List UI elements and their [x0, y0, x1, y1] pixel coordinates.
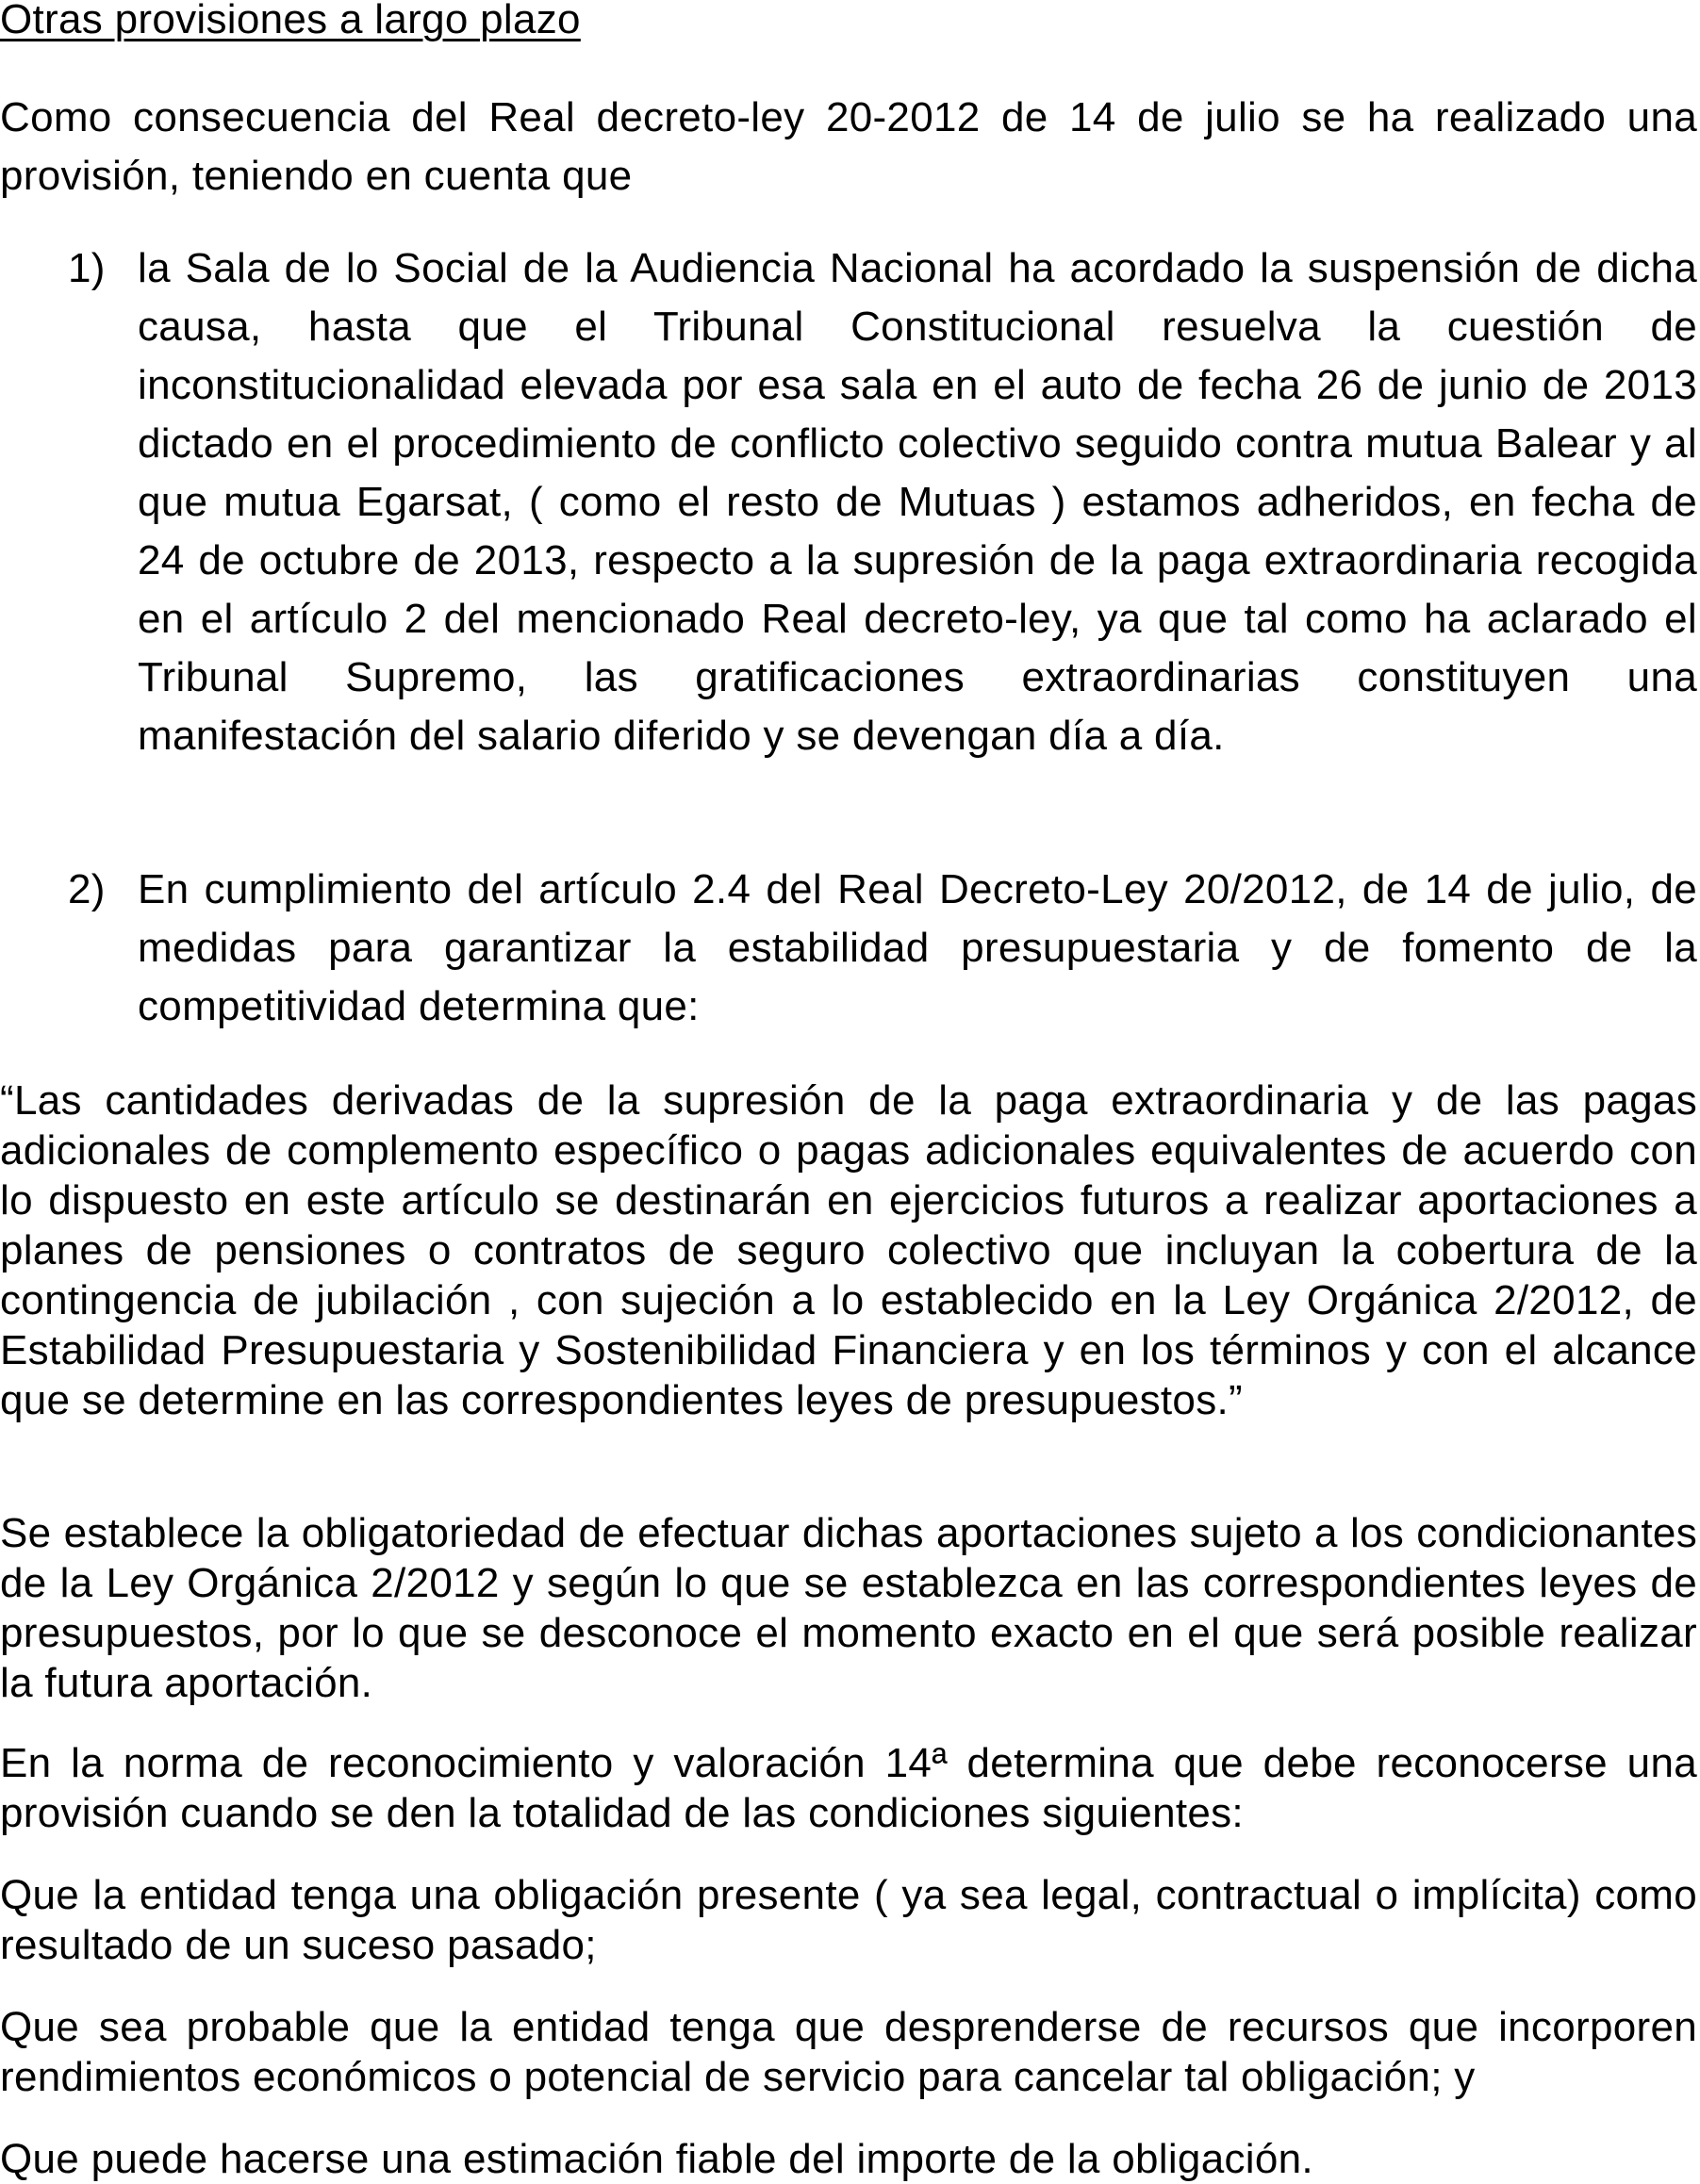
item-number: 2)	[68, 866, 106, 912]
body-paragraph-1: Se establece la obligatoriedad de efectuar dichas aportaciones sujeto a los condicionantes de la Ley Orgánica 2/2012 y según lo que se establezca en las correspondientes leyes de presupuestos, por lo que se desconoce el momento exacto en el que será posible realizar la futura aportación.	[0, 1510, 1697, 1706]
section-title: Otras provisiones a largo plazo	[0, 0, 581, 42]
condition-paragraph-3: Que puede hacerse una estimación fiable del importe de la obligación.	[0, 2136, 1313, 2182]
item-text: En cumplimiento del artículo 2.4 del Real Decreto-Ley 20/2012, de 14 de julio, de medidas para garantizar la estabilidad presupuestaria y de fomento de la competitividad determina que:	[138, 866, 1697, 1029]
body-paragraph-2: En la norma de reconocimiento y valoración 14ª determina que debe reconocerse una provisión cuando se den la totalidad de las condiciones siguientes:	[0, 1740, 1697, 1836]
intro-paragraph: Como consecuencia del Real decreto-ley 20-2012 de 14 de julio se ha realizado una provisión, teniendo en cuenta que	[0, 94, 1697, 199]
item-number: 1)	[68, 245, 106, 291]
condition-paragraph-1: Que la entidad tenga una obligación presente ( ya sea legal, contractual o implícita) como resultado de un suceso pasado;	[0, 1872, 1697, 1968]
quote-paragraph: “Las cantidades derivadas de la supresión de la paga extraordinaria y de las pagas adicionales de complemento específico o pagas adicionales equivalentes de acuerdo con lo dispuesto en este artículo se destinarán en ejercicios futuros a realizar aportaciones a planes de pensiones o contratos de seguro colectivo que incluyan la cobertura de la contingencia de jubilación , con sujeción a lo establecido en la Ley Orgánica 2/2012, de Estabilidad Presupuestaria y Sostenibilidad Financiera y en los términos y con el alcance que se determine en las correspondientes leyes de presupuestos.”	[0, 1077, 1697, 1423]
item-text: la Sala de lo Social de la Audiencia Nacional ha acordado la suspensión de dicha causa, hasta que el Tribunal Constitucional resuelva la cuestión de inconstitucionalidad elevada por esa sala en el auto de fecha 26 de junio de 2013 dictado en el procedimiento de conflicto colectivo seguido contra mutua Balear y al que mutua Egarsat, ( como el resto de Mutuas ) estamos adheridos, en fecha de 24 de octubre de 2013, respecto a la supresión de la paga extraordinaria recogida en el artículo 2 del mencionado Real decreto-ley, ya que tal como ha aclarado el Tribunal Supremo, las gratificaciones extraordinarias constituyen una manifestación del salario diferido y se devengan día a día.	[138, 245, 1697, 759]
condition-paragraph-2: Que sea probable que la entidad tenga que desprenderse de recursos que incorporen rendimientos económicos o potencial de servicio para cancelar tal obligación; y	[0, 2004, 1697, 2100]
